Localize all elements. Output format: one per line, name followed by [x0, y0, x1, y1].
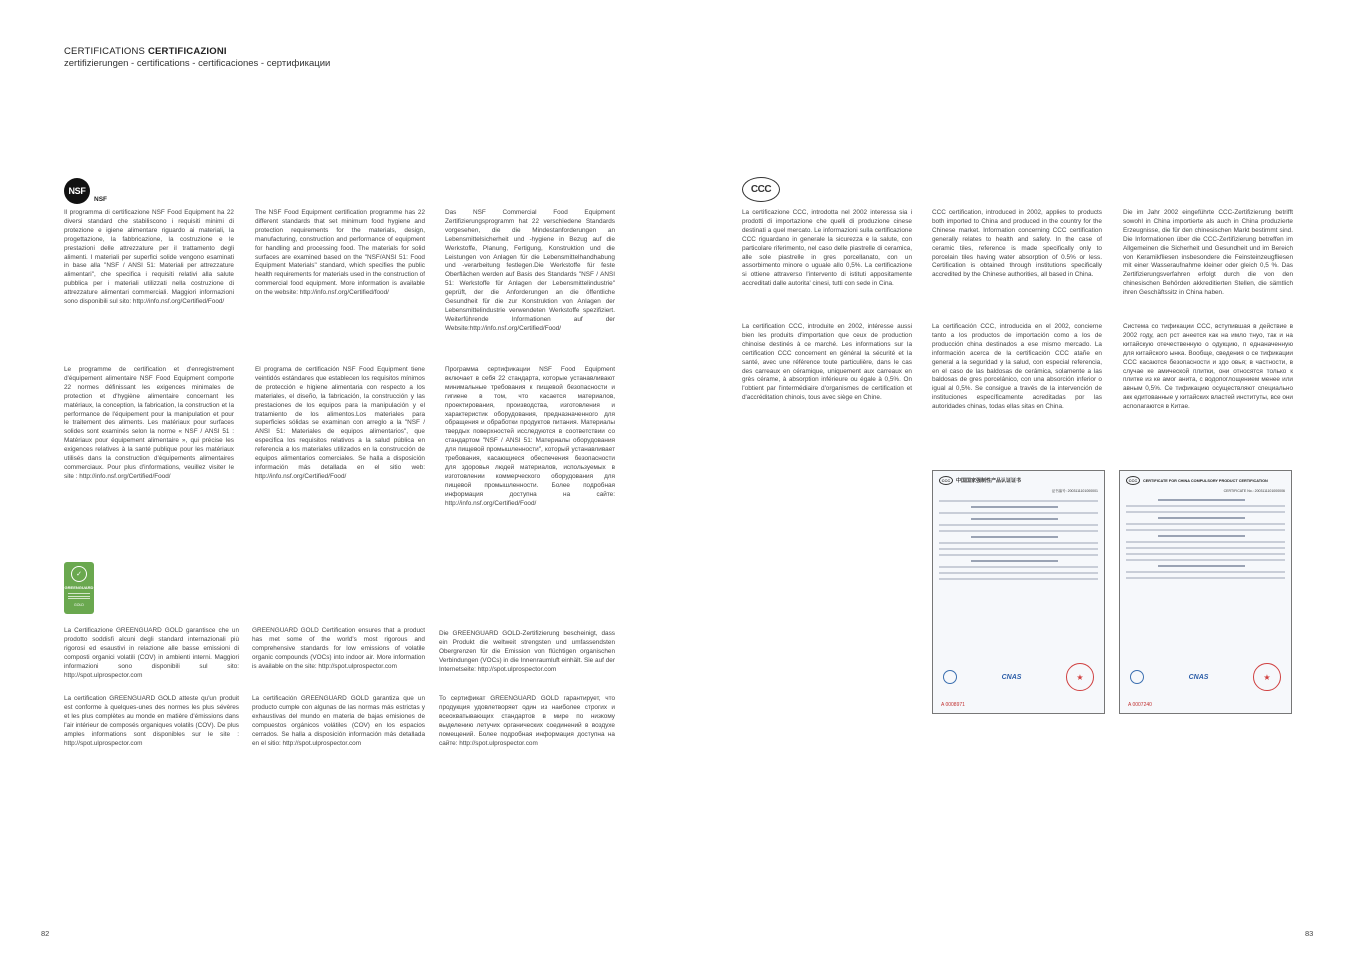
- page-number-right: 83: [1305, 929, 1314, 938]
- leaf-icon: ✓: [71, 566, 87, 582]
- red-stamp-icon: ★: [1066, 663, 1094, 691]
- header-title: CERTIFICATIONS CERTIFICAZIONI: [64, 46, 227, 57]
- ccc-text-ru: Система со тификации CCC, вступившая в действие в 2002 году, асп рст анеется как на имло тнуо, так и на китайскую отечественную о одукцию, п еднаначенную для китайского ынка. Вообще, сведения о се тификации CCC касаются безопасности и здо овья; в частности, в случае ке амической плитки, они относятся только к плитке из ке амог анита, с водопоглощением менее или авным 0,5%. Се тификацию осуществляют специально акк едитованные у китайских властей институты, все они асполагаются в Китае.: [1123, 323, 1293, 411]
- greenguard-logo-sub: GOLD: [74, 602, 84, 607]
- nsf-label: NSF: [94, 196, 107, 203]
- greenguard-text-en: GREENGUARD GOLD Certification ensures that a product has met some of the world's most rigorous and comprehensive standards for low emissions of volatile organic compounds (VOCs) into indoor air. More information is available on the site: http://spot.ulprospector.com: [252, 627, 425, 670]
- nsf-text-en: The NSF Food Equipment certification programme has 22 different standards that set minimum food hygiene and protection requirements for the materials, design, manufacturing, construction and performance of equipment for handling and processing food. The materials for solid surfaces are examined based on the "NSF/ANSI 51: Food Equipment Materials" standard, which specifies the public health requirements for materials used in the construction of commercial food equipment. More information is available on the website: http://info.nsf.org/Certified/food/: [255, 209, 425, 297]
- nsf-text-es: El programa de certificación NSF Food Equipment tiene veintidós estándares que establecen los requisitos mínimos de protección e higiene alimentaria con respecto a los materiales, el diseño, la fabricación, la construcción y las prestaciones de los equipos para la manipulación y el tratamiento de los alimentos.Los materiales para superficies sólidas se examinan con arreglo a la "NSF / ANSI 51: Materiales de equipos alimentarios", que especifica los requisitos relativos a la salud pública en referencia a los materiales utilizados en la construcción de equipos alimentarios comerciales. Se halla a disposición información más detallada en el sitio web: http://info.nsf.org/Certified/Food/: [255, 366, 425, 480]
- nsf-text-fr: Le programme de certification et d'enregistrement d'équipement alimentaire NSF Food Equipment comporte 22 normes définissant les exigences minimales de protection et d'hygiène alimentaire concernant les matériaux, la conception, la fabrication, la construction et la performance de l'équipement pour la manipulation et pour le traitement des aliments. Les matériaux pour surfaces solides sont examinés selon la norme « NSF / ANSI 51 : Matériaux pour équipement alimentaire », qui précise les exigences relatives à la santé publique pour les matériaux utilisés dans la construction d'équipements alimentaires commerciaux. Pour plus d'informations, veuillez visiter le site : http://info.nsf.org/Certified/Food/: [64, 366, 234, 480]
- certificate-title: CERTIFICATE FOR CHINA COMPULSORY PRODUCT CERTIFICATION: [1143, 478, 1268, 483]
- nsf-text-it: Il programma di certificazione NSF Food Equipment ha 22 diversi standard che stabiliscono i requisiti minimi di protezione e igiene alimentare riguardo ai materiali, la progettazione, la fabbricazione, la costruzione e le prestazioni delle attrezzature per il trattamento degli alimenti. I materiali per superfici solide vengono esaminati in base alla "NSF / ANSI 51: Materiali per attrezzature alimentari", che specifica i requisiti relativi alla salute pubblica per i materiali utilizzati nella costruzione di attrezzature alimentari commerciali. Maggiori informazioni sono disponibili sul sito: http://info.nsf.org/Certified/Food/: [64, 209, 234, 306]
- certificate-number: CERTIFICATE No.: 2003111101000006: [1223, 489, 1285, 493]
- ccc-text-fr: La certification CCC, introduite en 2002, intéresse aussi bien les produits d'importation que ceux de production chinoise destinés à ce marché. Les informations sur la certification CCC concernent en général la sécurité et la santé, avec une référence toute particulière, dans le cas des carreaux en céramique, uniquement aux carreaux en grès cérame, à absorption inférieure ou égale à 0,5%. On l'obtient par l'intermédiaire d'organismes de certification et d'accréditation chinois, tous avec siège en Chine.: [742, 323, 912, 402]
- certificate-number: 证书编号: 2003111101000001: [1051, 489, 1098, 493]
- ccc-mini-icon: CCC: [939, 476, 953, 485]
- greenguard-text-es: La certificación GREENGUARD GOLD garantiza que un producto cumple con algunas de las normas más estrictas y exhaustivas del mundo en materia de bajas emisiones de compuestos orgánicos volátiles (COV) en los espacios cerrados. Se halla a disposición información más detallada en el sitio: http://spot.ulprospector.com: [252, 695, 425, 747]
- page-header: [64, 46, 330, 69]
- greenguard-text-fr: La certification GREENGUARD GOLD atteste qu'un produit est conforme à quelques-unes des normes les plus sévères et les plus complètes au monde en matière d'émissions dans l'air intérieur de composés organiques volatils (COV). De plus amples informations sont disponibles sur le site : http://spot.ulprospector.com: [64, 695, 239, 747]
- header-subtitle: zertifizierungen - certifications - certificaciones - сертификации: [64, 58, 331, 69]
- greenguard-logo-icon: [64, 562, 94, 614]
- ccc-certificate-en: [1119, 470, 1292, 714]
- certificate-serial: A 0007240: [1128, 702, 1152, 708]
- cnas-logo: CNAS: [1188, 673, 1209, 681]
- ccc-text-en: CCC certification, introduced in 2002, applies to products both imported to China and produced in the country for the Chinese market. Information concerning CCC certification generally relates to health and safety. In the case of ceramic tiles, reference is made specifically only to porcelain tiles having water absorption of 0.5% or less. Certification is obtained through institutions specifically accredited by the Chinese authorities, all based in China.: [932, 209, 1102, 279]
- ccc-mini-icon: CCC: [1126, 476, 1140, 485]
- greenguard-text-ru: То сертификат GREENGUARD GOLD гарантирует, что продукция удовлетворяет один из наиболее строгих и всеохватывающих стандартов в мире по низкому выделению летучих органических соединений в воздухе помещений. Более подробная информация доступна на сайте: http://spot.ulprospector.com: [439, 695, 615, 747]
- red-stamp-icon: ★: [1253, 663, 1281, 691]
- cnas-logo: CNAS: [1001, 673, 1022, 681]
- nsf-logo-icon: NSF: [64, 178, 90, 204]
- certificate-title: 中国国家强制性产品认证证书: [956, 478, 1022, 484]
- ccc-logo-icon: CCC: [742, 177, 780, 202]
- ccc-certificate-cn: [932, 470, 1105, 714]
- page-number-left: 82: [41, 929, 50, 938]
- ccc-text-it: La certificazione CCC, introdotta nel 2002 interessa sia i prodotti di importazione che quelli di produzione cinese destinati a quel mercato. Le informazioni sulla certificazione CCC riguardano in generale la sicurezza e la salute, con particolare riferimento, nel caso delle piastrelle di ceramica, alle sole piastrelle in gres porcellanato, con un assorbimento minore o uguale allo 0,5%. La certificazione si ottiene attraverso l'intervento di istituti appositamente accreditati dalle autorita' cinesi, tutti con sede in Cina.: [742, 209, 912, 288]
- greenguard-text-it: La Certificazione GREENGUARD GOLD garantisce che un prodotto soddisfi alcuni degli standard internazionali più rigorosi ed esaustivi in relazione alle basse emissioni di composti organici volatili (COV) in ambienti interni. Maggiori informazioni sono disponibili sul sito: http://spot.ulprospector.com: [64, 627, 239, 679]
- nsf-text-ru: Программа сертификации NSF Food Equipment включает в себя 22 стандарта, которые устанавливают минимальные требования к пищевой безопасности и гигиене в том, что касается материалов, проектирования, производства, изготовления и характеристик оборудования, предназначенного для обращения и обработки продуктов питания. Материалы твердых поверхностей исследуются в соответствии со стандартом "NSF / ANSI 51: Материалы оборудования для пищевой промышленности", который устанавливает требования, касающиеся обеспечения безопасности для здоровья людей материалов, используемых в изготовлении коммерческого оборудования для пищевой промышленности. Более подробная информация доступна на сайте: http://info.nsf.org/Certified/Food/: [445, 366, 615, 507]
- greenguard-logo-title: GREENGUARD: [64, 585, 94, 590]
- ccc-text-de: Die im Jahr 2002 eingeführte CCC-Zertifizierung betrifft sowohl in China importierte als auch in China produzierte Erzeugnisse, die für den chinesischen Markt bestimmt sind. Die Informationen über die CCC-Zertifizierung betreffen im Allgemeinen die Sicherheit und Gesundheit und im Bereich von Keramikfliesen insbesondere die Feinsteinzeugfliesen mit einer Wasseraufnahme kleiner oder gleich 0,5 %. Das Zertifizierungsverfahren erfolgt durch die von den chinesischen Behörden akkreditierten Stellen, die sämtlich ihren Geschäftssitz in China haben.: [1123, 209, 1293, 297]
- greenguard-text-de: Die GREENGUARD GOLD-Zertifizierung bescheinigt, dass ein Produkt die weltweit strengsten und umfassendsten Obergrenzen für die Emission von flüchtigen organischen Verbindungen (VOCs) in die Innenraumluft einhält. Sie auf der Internetseite: http://spot.ulprospector.com: [439, 630, 615, 673]
- seal-icon: [1130, 670, 1144, 684]
- ccc-text-es: La certificación CCC, introducida en el 2002, concierne tanto a los productos de importación como a los de producción china destinados a ese mismo mercado. La información acerca de la certificación CCC atañe en general a la seguridad y la salud, con especial referencia, en el caso de las baldosas de cerámica, solamente a las baldosas de gres porcelánico, con una absorción inferior o igual al 0,5%. Se consigue a través de la intervención de instituciones específicamente acreditadas por las autoridades chinas, todas ellas sitas en China.: [932, 323, 1102, 411]
- certificate-serial: A 0008971: [941, 702, 965, 708]
- nsf-text-de: Das NSF Commercial Food Equipment Zertifizierungsprogramm hat 22 verschiedene Standards vorgesehen, die die Mindestanforderungen an Lebensmittelsicherheit und -hygiene in Bezug auf die Werkstoffe, Planung, Fertigung, Konstruktion und die Leistungen von Anlagen für die Lebensmittelhandhabung und -verarbeitung festlegen.Die Werkstoffe für feste Oberflächen werden auf Basis des Standards "NSF / ANSI 51: Werkstoffe für Anlagen der Lebensmittelindustrie" geprüft, der die Anforderungen an die öffentliche Gesundheit für die zur Konstruktion von Anlagen der Lebensmittelindustrie verwendeten Werkstoffe spezifiziert. Weiterführende Informationen auf der Website:http://info.nsf.org/Certified/Food/: [445, 209, 615, 332]
- seal-icon: [943, 670, 957, 684]
